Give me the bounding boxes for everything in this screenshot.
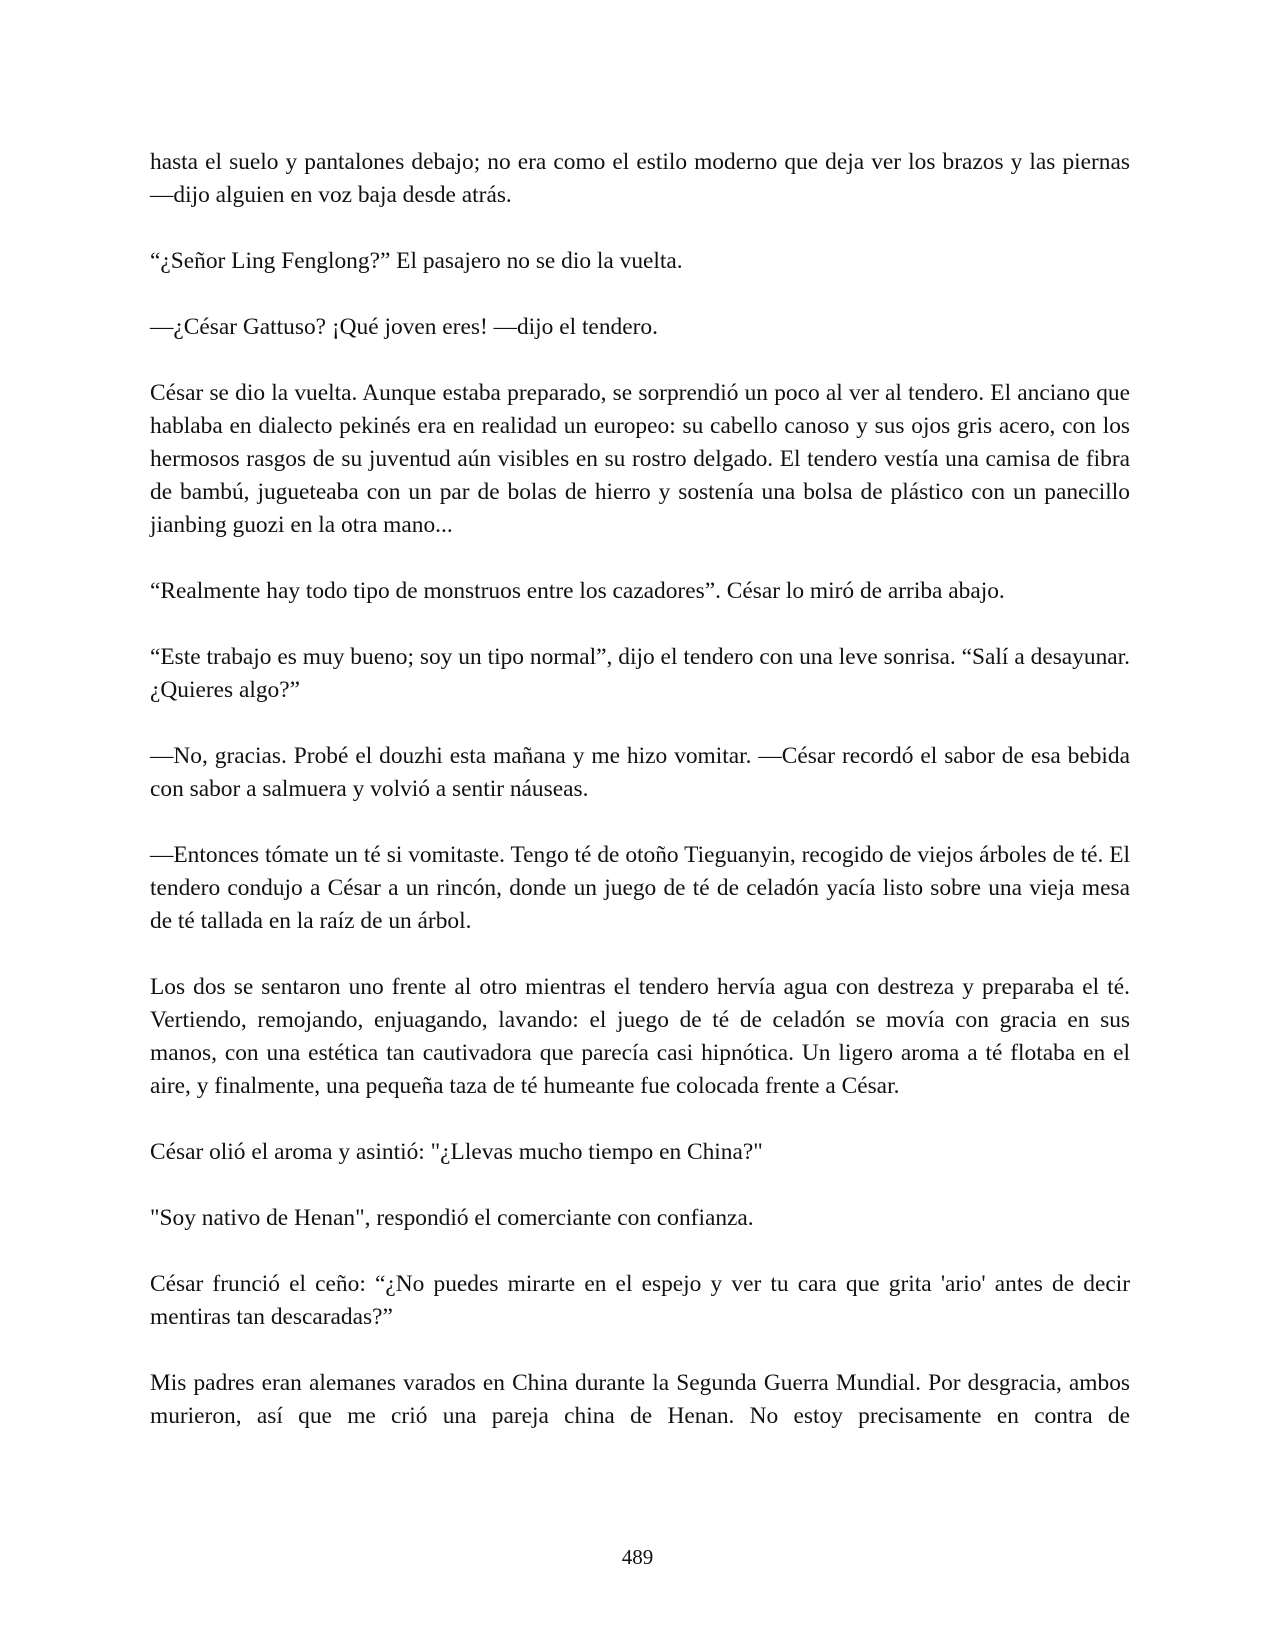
page-number: 489 [621,1545,654,1569]
paragraph: "Soy nativo de Henan", respondió el comerciante con confianza. [150,1205,754,1231]
paragraph: —No, gracias. Probé el douzhi esta mañana y me hizo vomitar. —César recordó el sabor de esa bebida con sabor a salmuera y volvió a sentir náuseas. [150,743,1130,802]
paragraph: Los dos se sentaron uno frente al otro mientras el tendero hervía agua con destreza y preparaba el té. Vertiendo, remojando, enjuagando, lavando: el juego de té de celadón se movía con gracia en sus manos, con una estética tan cautivadora que parecía casi hipnótica. Un ligero aroma a té flotaba en el aire, y finalmente, una pequeña taza de té humeante fue colocada frente a César. [150,974,1130,1099]
paragraph: César frunció el ceño: “¿No puedes mirarte en el espejo y ver tu cara que grita 'ario' antes de decir mentiras tan descaradas?” [150,1271,1130,1330]
paragraph: César se dio la vuelta. Aunque estaba preparado, se sorprendió un poco al ver al tendero. El anciano que hablaba en dialecto pekinés era en realidad un europeo: su cabello canoso y sus ojos gris acero, con los hermosos rasgos de su juventud aún visibles en su rostro delgado. El tendero vestía una camisa de fibra de bambú, jugueteaba con un par de bolas de hierro y sostenía una bolsa de plástico con un panecillo jianbing guozi en la otra mano... [150,380,1130,538]
paragraph: “Realmente hay todo tipo de monstruos entre los cazadores”. César lo miró de arriba abajo. [150,578,1005,604]
paragraph: —¿César Gattuso? ¡Qué joven eres! —dijo el tendero. [150,314,658,340]
paragraph: —Entonces tómate un té si vomitaste. Tengo té de otoño Tieguanyin, recogido de viejos árboles de té. El tendero condujo a César a un rincón, donde un juego de té de celadón yacía listo sobre una vieja mesa de té tallada en la raíz de un árbol. [150,842,1130,934]
paragraph: hasta el suelo y pantalones debajo; no era como el estilo moderno que deja ver los brazos y las piernas —dijo alguien en voz baja desde atrás. [150,149,1130,208]
paragraph: “Este trabajo es muy bueno; soy un tipo normal”, dijo el tendero con una leve sonrisa. “Salí a desayunar. ¿Quieres algo?” [150,644,1130,703]
paragraph: César olió el aroma y asintió: "¿Llevas mucho tiempo en China?" [150,1139,763,1165]
body-text [150,146,1130,1433]
paragraph: Mis padres eran alemanes varados en China durante la Segunda Guerra Mundial. Por desgracia, ambos murieron, así que me crió una pareja china de Henan. No estoy precisamente en contra de [150,1370,1130,1429]
paragraph: “¿Señor Ling Fenglong?” El pasajero no se dio la vuelta. [150,248,683,274]
